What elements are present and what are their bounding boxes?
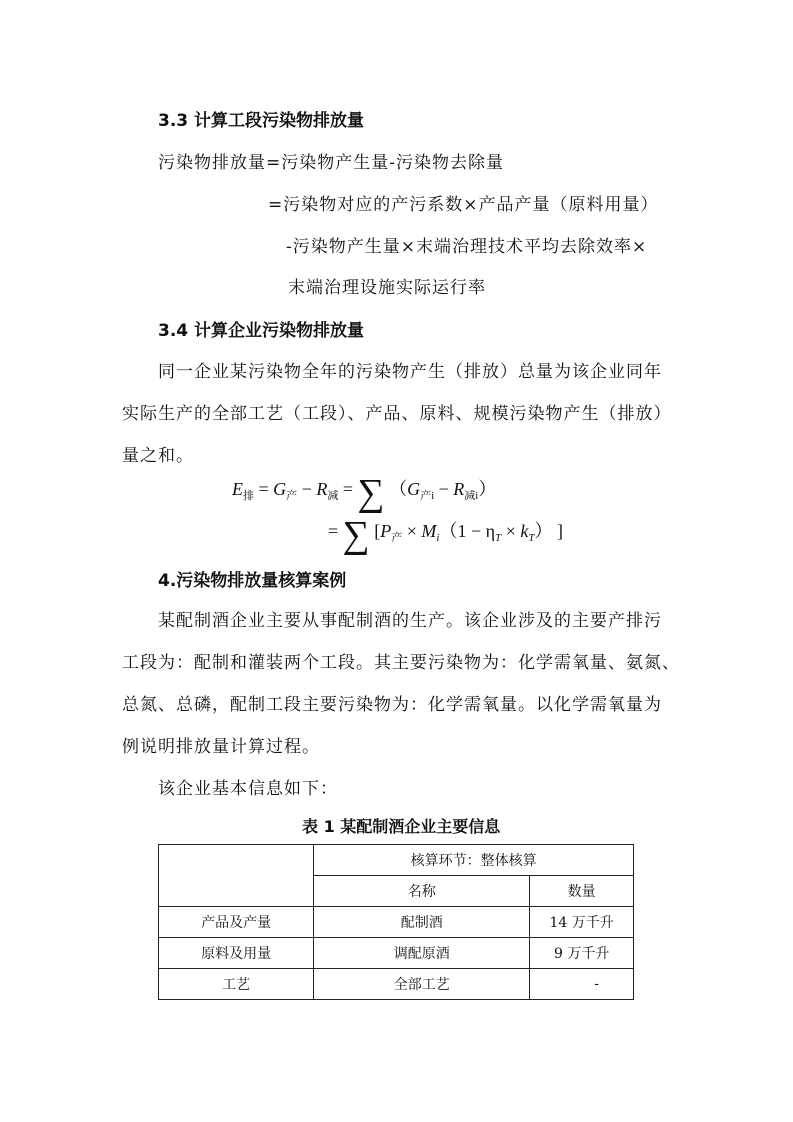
table-cell: 工艺 <box>159 969 314 1000</box>
table-corner-cell <box>159 845 314 907</box>
table-cell: 调配原酒 <box>314 938 530 969</box>
paragraph-line: 实际生产的全部工艺（工段）、产品、原料、规模污染物产生（排放） <box>122 404 672 424</box>
table-cell: 原料及用量 <box>159 938 314 969</box>
paragraph-line: 量之和。 <box>122 446 194 466</box>
table-row <box>159 938 634 969</box>
table-row <box>159 969 634 1000</box>
summation-symbol: ∑ <box>342 514 370 556</box>
paragraph-line: 某配制酒企业主要从事配制酒的生产。该企业涉及的主要产排污 <box>158 611 662 631</box>
formula-text-line: 末端治理设施实际运行率 <box>288 278 486 298</box>
table-cell: 产品及产量 <box>159 907 314 938</box>
table-header-row <box>159 845 634 876</box>
section-heading-3-4: 3.4 计算企业污染物排放量 <box>158 321 365 341</box>
table-cell: - <box>530 969 634 1000</box>
paragraph-line: 总氮、总磷，配制工段主要污染物为：化学需氧量。以化学需氧量为 <box>122 695 662 715</box>
emission-formula-line-2: = ∑ [$P_产 \times M_i(1 - \eta_T \times k_T)$ ] <box>328 514 563 556</box>
section-heading-3-3: 3.3 计算工段污染物排放量 <box>158 111 365 131</box>
paragraph-line: 工段为：配制和灌装两个工段。其主要污染物为：化学需氧量、氨氮、 <box>122 653 680 673</box>
formula-text-line: -污染物产生量×末端治理技术平均去除效率× <box>286 237 648 257</box>
formula-text-line: 污染物排放量=污染物产生量-污染物去除量 <box>158 153 504 173</box>
paragraph-line: 该企业基本信息如下： <box>158 779 338 799</box>
paragraph-line: 同一企业某污染物全年的污染物产生（排放）总量为该企业同年 <box>158 362 662 382</box>
table-header-cell: 核算环节：整体核算 <box>314 845 634 876</box>
summation-symbol: ∑ <box>357 472 385 514</box>
table-header-cell: 名称 <box>314 876 530 907</box>
table-caption: 表 1 某配制酒企业主要信息 <box>302 817 501 836</box>
section-heading-4: 4.污染物排放量核算案例 <box>158 571 347 591</box>
enterprise-info-table <box>158 844 634 1000</box>
table-row <box>159 907 634 938</box>
table-cell: 全部工艺 <box>314 969 530 1000</box>
table-cell: 配制酒 <box>314 907 530 938</box>
formula-text-line: =污染物对应的产污系数×产品产量（原料用量） <box>268 195 659 215</box>
paragraph-line: 例说明排放量计算过程。 <box>122 737 320 757</box>
table-cell: 14 万千升 <box>530 907 634 938</box>
table-cell: 9 万千升 <box>530 938 634 969</box>
emission-formula-line-1: $E_排 = G_产 - R_减$ = ∑ $(G_{产i} - R_{减i})$ <box>232 472 497 514</box>
table-header-cell: 数量 <box>530 876 634 907</box>
